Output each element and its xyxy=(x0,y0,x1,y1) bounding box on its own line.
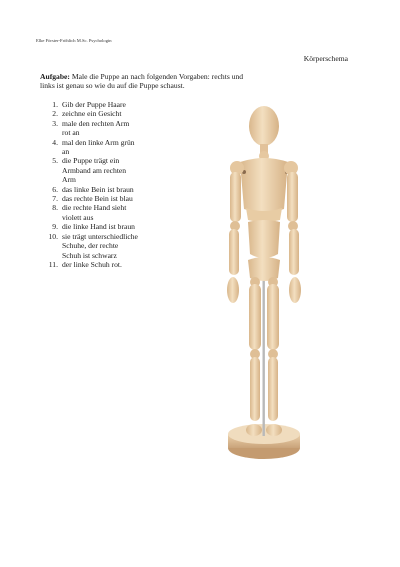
task-description xyxy=(40,72,255,91)
document-title: Körperschema xyxy=(303,54,348,63)
stand-rod xyxy=(263,274,265,436)
list-item xyxy=(44,119,138,138)
wooden-mannequin-illustration xyxy=(210,104,320,466)
item-text: male den rechten Arm rot an xyxy=(62,118,130,138)
task-label: Aufgabe: xyxy=(40,72,70,81)
list-item xyxy=(44,109,138,118)
list-item xyxy=(44,138,138,157)
item-number: 6. xyxy=(52,184,58,194)
arm-left xyxy=(227,161,244,303)
item-text: das linke Bein ist braun xyxy=(62,184,134,194)
item-text: die linke Hand ist braun xyxy=(62,222,135,232)
item-number: 7. xyxy=(52,194,58,204)
item-text: das rechte Bein ist blau xyxy=(62,194,133,204)
author-line: Elke Förster-Fröhlich M.Sc. Psychologin xyxy=(36,38,112,43)
list-item xyxy=(44,222,138,231)
item-text: die Puppe trägt ein Armband am rechten Arm xyxy=(62,156,127,185)
item-number: 10. xyxy=(48,231,58,241)
item-number: 3. xyxy=(52,118,58,128)
item-text: mal den linke Arm grün an xyxy=(62,137,135,157)
item-number: 1. xyxy=(52,100,58,109)
list-item xyxy=(44,203,138,222)
item-number: 2. xyxy=(52,109,58,119)
task-text: Male die Puppe an nach folgenden Vorgaben: rechts und links ist genau so wie du auf die Puppe schaust. xyxy=(40,72,244,91)
item-text: zeichne ein Gesicht xyxy=(62,109,122,119)
item-text: die rechte Hand sieht violett aus xyxy=(62,203,127,222)
list-item xyxy=(44,185,138,194)
list-item xyxy=(44,260,138,269)
leg-right xyxy=(266,277,282,436)
pelvis xyxy=(248,257,280,281)
item-number: 11. xyxy=(48,259,58,269)
leg-left xyxy=(246,277,262,436)
list-item xyxy=(44,156,138,184)
item-number: 4. xyxy=(52,137,58,147)
list-item xyxy=(44,232,138,260)
item-text: sie trägt unterschiedliche Schuhe, der rechte Schuh ist schwarz xyxy=(62,231,138,260)
instruction-list xyxy=(44,100,138,269)
list-item xyxy=(44,100,138,109)
head xyxy=(249,106,279,161)
torso xyxy=(240,158,289,258)
list-item xyxy=(44,194,138,203)
item-number: 9. xyxy=(52,222,58,232)
item-number: 5. xyxy=(52,156,58,166)
arm-right xyxy=(284,161,301,303)
item-number: 8. xyxy=(52,203,58,213)
item-text: Gib der Puppe Haare xyxy=(62,100,126,109)
item-text: der linke Schuh rot. xyxy=(62,259,122,269)
